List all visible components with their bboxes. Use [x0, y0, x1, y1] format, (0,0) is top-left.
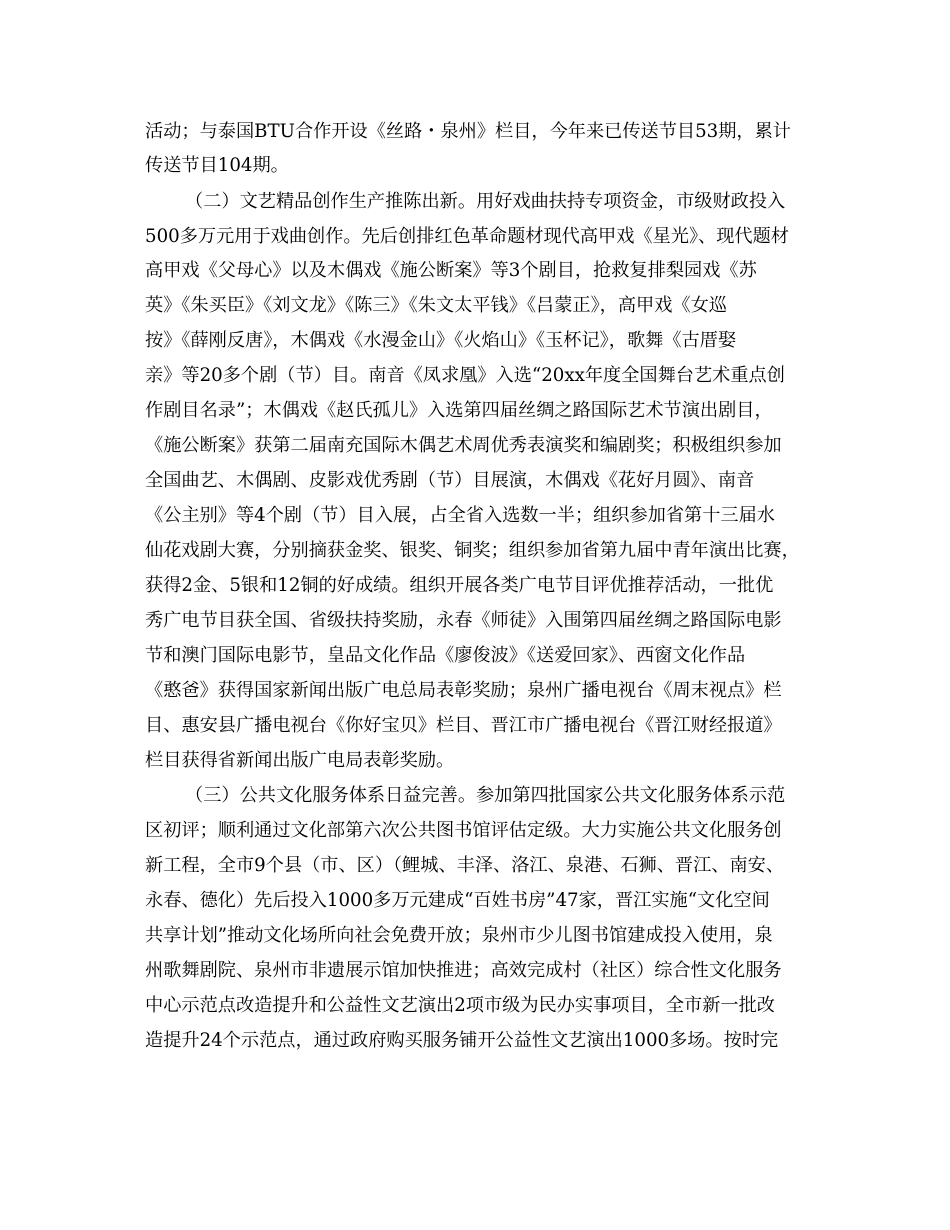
text-line: 英》《朱买臣》《刘文龙》《陈三》《朱文太平钱》《吕蒙正》，高甲戏《女巡	[145, 295, 727, 316]
text-line: 共享计划”推动文化场所向社会免费开放；泉州市少儿图书馆建成投入使用，泉	[145, 925, 773, 946]
text-line: 中心示范点改造提升和公益性文艺演出2项市级为民办实事项目，全市新一批改	[145, 995, 775, 1016]
text-line: 活动；与泰国BTU合作开设《丝路・泉州》栏目，今年来已传送节目53期，累计	[145, 121, 791, 142]
text-line: 作剧目名录”；木偶戏《赵氏孤儿》入选第四届丝绸之路国际艺术节演出剧目，	[145, 400, 773, 421]
text-line: 栏目获得省新闻出版广电局表彰奖励。	[145, 750, 455, 771]
text-line: 获得2金、5银和12铜的好成绩。组织开展各类广电节目评优推荐活动，一批优	[145, 575, 774, 596]
text-line: 州歌舞剧院、泉州市非遗展示馆加快推进；高效完成村（社区）综合性文化服务	[145, 960, 782, 981]
text-line: 《公主别》等4个剧（节）目入展，占全省入选数一半；组织参加省第十三届水	[145, 505, 775, 526]
text-line: 仙花戏剧大赛，分别摘获金奖、银奖、铜奖；组织参加省第九届中青年演出比赛，	[145, 540, 800, 561]
text-line: 按》《薛刚反唐》，木偶戏《水漫金山》《火焰山》《玉杯记》，歌舞《古厝娶	[145, 330, 737, 351]
text-line: 《施公断案》获第二届南充国际木偶艺术周优秀表演奖和编剧奖；积极组织参加	[145, 435, 782, 456]
text-line: 目、惠安县广播电视台《你好宝贝》栏目、晋江市广播电视台《晋江财经报道》	[145, 715, 782, 736]
text-line: 永春、德化）先后投入1000多万元建成“百姓书房”47家，晋江实施“文化空间	[145, 890, 770, 911]
text-line: 节和澳门国际电影节，皇品文化作品《廖俊波》《送爱回家》、西窗文化作品	[145, 645, 746, 666]
text-line: 全国曲艺、木偶剧、皮影戏优秀剧（节）目展演，木偶戏《花好月圆》、南音	[145, 470, 755, 491]
paragraph-heading-line: （二）文艺精品创作生产推陈出新。用好戏曲扶持专项资金，市级财政投入	[185, 191, 786, 212]
text-line: 亲》等20多个剧（节）目。南音《凤求凰》入选“20xx年度全国舞台艺术重点创	[145, 365, 785, 386]
text-line: 《憨爸》获得国家新闻出版广电总局表彰奖励；泉州广播电视台《周末视点》栏	[145, 680, 782, 701]
text-line: 高甲戏《父母心》以及木偶戏《施公断案》等3个剧目，抢救复排梨园戏《苏	[145, 260, 757, 281]
text-line: 新工程，全市9个县（市、区）（鲤城、丰泽、洛江、泉港、石狮、晋江、南安、	[145, 855, 785, 876]
paragraph-heading-line: （三）公共文化服务体系日益完善。参加第四批国家公共文化服务体系示范	[185, 785, 786, 806]
text-line: 造提升24个示范点，通过政府购买服务铺开公益性文艺演出1000多场。按时完	[145, 1030, 779, 1051]
text-line: 500多万元用于戏曲创作。先后创排红色革命题材现代高甲戏《星光》、现代题材	[145, 226, 789, 247]
text-line: 秀广电节目获全国、省级扶持奖励，永春《师徒》入围第四届丝绸之路国际电影	[145, 610, 782, 631]
text-line: 区初评；顺利通过文化部第六次公共图书馆评估定级。大力实施公共文化服务创	[145, 820, 782, 841]
text-line: 传送节目104期。	[145, 155, 289, 176]
